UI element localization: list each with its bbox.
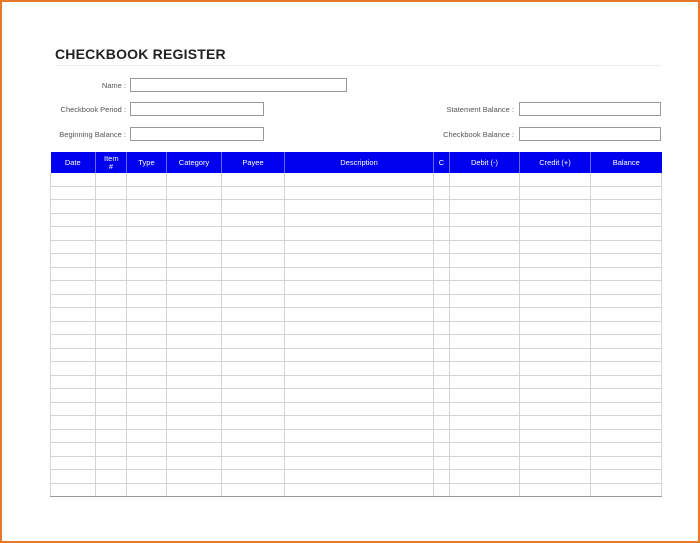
- table-cell[interactable]: [450, 186, 520, 200]
- table-cell[interactable]: [96, 200, 127, 214]
- table-cell[interactable]: [127, 402, 167, 416]
- table-cell[interactable]: [222, 267, 285, 281]
- table-cell[interactable]: [434, 429, 450, 443]
- table-cell[interactable]: [96, 429, 127, 443]
- table-cell[interactable]: [51, 362, 96, 376]
- table-cell[interactable]: [520, 483, 591, 497]
- table-row: [51, 443, 662, 457]
- beginning-balance-field[interactable]: [130, 127, 264, 141]
- table-cell[interactable]: [96, 416, 127, 430]
- table-cell[interactable]: [434, 456, 450, 470]
- table-cell[interactable]: [434, 240, 450, 254]
- table-cell[interactable]: [167, 281, 222, 295]
- table-cell[interactable]: [450, 416, 520, 430]
- table-cell[interactable]: [285, 227, 434, 241]
- table-cell[interactable]: [127, 470, 167, 484]
- table-cell[interactable]: [520, 470, 591, 484]
- table-cell[interactable]: [520, 308, 591, 322]
- table-cell[interactable]: [222, 389, 285, 403]
- table-cell[interactable]: [591, 416, 662, 430]
- column-header-description: Description: [285, 152, 434, 173]
- table-cell[interactable]: [222, 200, 285, 214]
- table-cell[interactable]: [520, 213, 591, 227]
- table-cell[interactable]: [127, 267, 167, 281]
- table-cell[interactable]: [222, 375, 285, 389]
- table-cell[interactable]: [222, 416, 285, 430]
- column-header-item-label: Item #: [104, 153, 119, 171]
- table-cell[interactable]: [167, 254, 222, 268]
- table-cell[interactable]: [591, 389, 662, 403]
- table-cell[interactable]: [167, 348, 222, 362]
- table-cell[interactable]: [127, 348, 167, 362]
- table-cell[interactable]: [51, 483, 96, 497]
- column-header-balance: Balance: [591, 152, 662, 173]
- table-cell[interactable]: [285, 348, 434, 362]
- table-cell[interactable]: [127, 281, 167, 295]
- table-cell[interactable]: [434, 362, 450, 376]
- table-cell[interactable]: [222, 281, 285, 295]
- table-cell[interactable]: [591, 173, 662, 186]
- table-cell[interactable]: [167, 186, 222, 200]
- table-cell[interactable]: [222, 483, 285, 497]
- column-header-date: Date: [51, 152, 96, 173]
- table-cell[interactable]: [167, 456, 222, 470]
- table-cell[interactable]: [285, 213, 434, 227]
- table-cell[interactable]: [96, 227, 127, 241]
- table-cell[interactable]: [222, 173, 285, 186]
- table-cell[interactable]: [127, 375, 167, 389]
- table-cell[interactable]: [434, 348, 450, 362]
- table-cell[interactable]: [127, 186, 167, 200]
- table-cell[interactable]: [127, 429, 167, 443]
- table-cell[interactable]: [591, 254, 662, 268]
- table-cell[interactable]: [96, 348, 127, 362]
- table-cell[interactable]: [96, 362, 127, 376]
- table-row: [51, 186, 662, 200]
- table-cell[interactable]: [127, 362, 167, 376]
- table-cell[interactable]: [591, 200, 662, 214]
- table-cell[interactable]: [96, 281, 127, 295]
- title-divider: [55, 65, 661, 66]
- table-cell[interactable]: [127, 483, 167, 497]
- table-cell[interactable]: [96, 389, 127, 403]
- table-cell[interactable]: [450, 321, 520, 335]
- table-row: [51, 483, 662, 497]
- register-body: [51, 173, 662, 497]
- table-cell[interactable]: [434, 402, 450, 416]
- table-cell[interactable]: [591, 443, 662, 457]
- table-cell[interactable]: [127, 173, 167, 186]
- table-cell[interactable]: [434, 254, 450, 268]
- table-cell[interactable]: [96, 186, 127, 200]
- table-cell[interactable]: [222, 308, 285, 322]
- table-cell[interactable]: [434, 294, 450, 308]
- table-cell[interactable]: [51, 348, 96, 362]
- table-cell[interactable]: [167, 416, 222, 430]
- table-cell[interactable]: [450, 240, 520, 254]
- table-row: [51, 213, 662, 227]
- table-cell[interactable]: [96, 443, 127, 457]
- table-cell[interactable]: [127, 456, 167, 470]
- table-cell[interactable]: [591, 227, 662, 241]
- table-cell[interactable]: [591, 321, 662, 335]
- table-cell[interactable]: [222, 429, 285, 443]
- table-cell[interactable]: [450, 227, 520, 241]
- table-cell[interactable]: [520, 402, 591, 416]
- table-cell[interactable]: [450, 402, 520, 416]
- table-cell[interactable]: [127, 227, 167, 241]
- table-cell[interactable]: [285, 321, 434, 335]
- table-cell[interactable]: [591, 375, 662, 389]
- checkbook-balance-label: Checkbook Balance :: [443, 130, 514, 139]
- table-cell[interactable]: [222, 470, 285, 484]
- table-cell[interactable]: [167, 483, 222, 497]
- checkbook-period-label: Checkbook Period :: [60, 105, 126, 114]
- table-cell[interactable]: [450, 348, 520, 362]
- table-cell[interactable]: [591, 429, 662, 443]
- table-cell[interactable]: [222, 402, 285, 416]
- table-cell[interactable]: [222, 321, 285, 335]
- statement-balance-field[interactable]: [519, 102, 661, 116]
- table-cell[interactable]: [285, 470, 434, 484]
- table-row: [51, 321, 662, 335]
- table-cell[interactable]: [450, 200, 520, 214]
- table-cell[interactable]: [285, 429, 434, 443]
- table-cell[interactable]: [167, 470, 222, 484]
- table-cell[interactable]: [167, 321, 222, 335]
- table-cell[interactable]: [285, 416, 434, 430]
- page-title: CHECKBOOK REGISTER: [55, 46, 226, 62]
- table-cell[interactable]: [520, 321, 591, 335]
- table-cell[interactable]: [434, 335, 450, 349]
- table-cell[interactable]: [520, 267, 591, 281]
- table-cell[interactable]: [167, 362, 222, 376]
- table-cell[interactable]: [450, 281, 520, 295]
- table-cell[interactable]: [450, 470, 520, 484]
- table-cell[interactable]: [520, 227, 591, 241]
- table-row: [51, 294, 662, 308]
- table-cell[interactable]: [96, 267, 127, 281]
- table-cell[interactable]: [520, 294, 591, 308]
- table-cell[interactable]: [285, 443, 434, 457]
- checkbook-period-field[interactable]: [130, 102, 264, 116]
- table-cell[interactable]: [520, 240, 591, 254]
- table-row: [51, 362, 662, 376]
- table-cell[interactable]: [222, 362, 285, 376]
- table-cell[interactable]: [434, 213, 450, 227]
- table-cell[interactable]: [450, 267, 520, 281]
- table-cell[interactable]: [520, 362, 591, 376]
- table-cell[interactable]: [450, 254, 520, 268]
- column-header-item: [96, 152, 127, 173]
- table-cell[interactable]: [434, 308, 450, 322]
- table-cell[interactable]: [51, 443, 96, 457]
- table-row: [51, 416, 662, 430]
- table-cell[interactable]: [450, 173, 520, 186]
- table-cell[interactable]: [285, 402, 434, 416]
- table-cell[interactable]: [450, 429, 520, 443]
- table-cell[interactable]: [591, 213, 662, 227]
- table-cell[interactable]: [591, 308, 662, 322]
- table-cell[interactable]: [51, 429, 96, 443]
- beginning-balance-label: Beginning Balance :: [59, 130, 126, 139]
- table-cell[interactable]: [450, 294, 520, 308]
- table-cell[interactable]: [167, 389, 222, 403]
- table-row: [51, 375, 662, 389]
- table-cell[interactable]: [434, 416, 450, 430]
- table-cell[interactable]: [96, 335, 127, 349]
- table-cell[interactable]: [285, 294, 434, 308]
- table-row: [51, 281, 662, 295]
- table-cell[interactable]: [285, 375, 434, 389]
- table-cell[interactable]: [167, 308, 222, 322]
- table-cell[interactable]: [520, 348, 591, 362]
- table-cell[interactable]: [434, 470, 450, 484]
- table-cell[interactable]: [434, 186, 450, 200]
- table-row: [51, 389, 662, 403]
- table-cell[interactable]: [51, 173, 96, 186]
- table-cell[interactable]: [96, 254, 127, 268]
- name-label: Name :: [101, 81, 126, 90]
- table-cell[interactable]: [591, 186, 662, 200]
- table-cell[interactable]: [591, 281, 662, 295]
- table-cell[interactable]: [520, 389, 591, 403]
- table-cell[interactable]: [222, 456, 285, 470]
- table-cell[interactable]: [51, 470, 96, 484]
- table-cell[interactable]: [285, 335, 434, 349]
- table-cell[interactable]: [434, 443, 450, 457]
- table-cell[interactable]: [51, 308, 96, 322]
- table-cell[interactable]: [285, 362, 434, 376]
- table-cell[interactable]: [450, 375, 520, 389]
- table-cell[interactable]: [591, 402, 662, 416]
- table-cell[interactable]: [285, 254, 434, 268]
- table-cell[interactable]: [127, 240, 167, 254]
- table-cell[interactable]: [285, 281, 434, 295]
- table-cell[interactable]: [51, 456, 96, 470]
- table-cell[interactable]: [591, 335, 662, 349]
- table-cell[interactable]: [591, 267, 662, 281]
- table-cell[interactable]: [51, 281, 96, 295]
- table-row: [51, 254, 662, 268]
- table-cell[interactable]: [96, 402, 127, 416]
- table-cell[interactable]: [51, 213, 96, 227]
- table-cell[interactable]: [591, 483, 662, 497]
- table-cell[interactable]: [167, 240, 222, 254]
- table-cell[interactable]: [520, 186, 591, 200]
- table-cell[interactable]: [434, 281, 450, 295]
- table-cell[interactable]: [591, 240, 662, 254]
- table-cell[interactable]: [51, 240, 96, 254]
- table-cell[interactable]: [285, 240, 434, 254]
- table-cell[interactable]: [51, 186, 96, 200]
- table-cell[interactable]: [520, 254, 591, 268]
- register-header-row: [51, 152, 662, 173]
- table-cell[interactable]: [51, 321, 96, 335]
- table-cell[interactable]: [96, 173, 127, 186]
- table-cell[interactable]: [167, 402, 222, 416]
- table-cell[interactable]: [591, 348, 662, 362]
- table-cell[interactable]: [167, 429, 222, 443]
- table-cell[interactable]: [167, 294, 222, 308]
- column-header-debit: Debit (-): [450, 152, 520, 173]
- table-cell[interactable]: [51, 335, 96, 349]
- table-cell[interactable]: [51, 389, 96, 403]
- table-cell[interactable]: [222, 335, 285, 349]
- table-cell[interactable]: [520, 416, 591, 430]
- column-header-category: Category: [167, 152, 222, 173]
- table-row: [51, 335, 662, 349]
- table-cell[interactable]: [167, 227, 222, 241]
- table-cell[interactable]: [434, 200, 450, 214]
- table-cell[interactable]: [51, 375, 96, 389]
- table-cell[interactable]: [450, 443, 520, 457]
- table-cell[interactable]: [96, 456, 127, 470]
- table-cell[interactable]: [167, 335, 222, 349]
- table-cell[interactable]: [167, 375, 222, 389]
- table-row: [51, 227, 662, 241]
- table-row: [51, 308, 662, 322]
- table-cell[interactable]: [434, 173, 450, 186]
- table-cell[interactable]: [434, 227, 450, 241]
- table-cell[interactable]: [285, 186, 434, 200]
- table-cell[interactable]: [96, 470, 127, 484]
- table-cell[interactable]: [450, 335, 520, 349]
- table-cell[interactable]: [96, 308, 127, 322]
- column-header-type: Type: [127, 152, 167, 173]
- table-cell[interactable]: [285, 308, 434, 322]
- table-row: [51, 402, 662, 416]
- table-cell[interactable]: [127, 443, 167, 457]
- table-cell[interactable]: [450, 483, 520, 497]
- table-cell[interactable]: [434, 267, 450, 281]
- table-cell[interactable]: [222, 443, 285, 457]
- table-cell[interactable]: [520, 173, 591, 186]
- table-cell[interactable]: [96, 321, 127, 335]
- table-cell[interactable]: [450, 362, 520, 376]
- table-cell[interactable]: [450, 213, 520, 227]
- table-cell[interactable]: [285, 173, 434, 186]
- table-cell[interactable]: [127, 321, 167, 335]
- table-cell[interactable]: [222, 227, 285, 241]
- name-field[interactable]: [130, 78, 347, 92]
- checkbook-balance-field[interactable]: [519, 127, 661, 141]
- table-cell[interactable]: [96, 483, 127, 497]
- table-row: [51, 240, 662, 254]
- table-cell[interactable]: [591, 456, 662, 470]
- table-row: [51, 200, 662, 214]
- table-cell[interactable]: [520, 335, 591, 349]
- table-cell[interactable]: [127, 254, 167, 268]
- table-cell[interactable]: [434, 321, 450, 335]
- table-cell[interactable]: [285, 389, 434, 403]
- column-header-cleared: C: [434, 152, 450, 173]
- table-cell[interactable]: [51, 254, 96, 268]
- table-cell[interactable]: [127, 389, 167, 403]
- table-row: [51, 173, 662, 186]
- table-cell[interactable]: [450, 389, 520, 403]
- table-cell[interactable]: [520, 200, 591, 214]
- table-cell[interactable]: [127, 416, 167, 430]
- table-cell[interactable]: [96, 240, 127, 254]
- table-cell[interactable]: [434, 483, 450, 497]
- table-cell[interactable]: [591, 294, 662, 308]
- table-cell[interactable]: [51, 200, 96, 214]
- table-cell[interactable]: [96, 213, 127, 227]
- table-cell[interactable]: [51, 267, 96, 281]
- table-cell[interactable]: [96, 375, 127, 389]
- column-header-payee: Payee: [222, 152, 285, 173]
- table-cell[interactable]: [222, 213, 285, 227]
- table-cell[interactable]: [520, 375, 591, 389]
- table-cell[interactable]: [285, 483, 434, 497]
- register-table: [50, 152, 662, 497]
- table-cell[interactable]: [167, 443, 222, 457]
- table-cell[interactable]: [167, 200, 222, 214]
- table-row: [51, 267, 662, 281]
- table-cell[interactable]: [450, 456, 520, 470]
- table-cell[interactable]: [285, 267, 434, 281]
- table-cell[interactable]: [51, 294, 96, 308]
- table-cell[interactable]: [434, 375, 450, 389]
- table-cell[interactable]: [434, 389, 450, 403]
- table-cell[interactable]: [591, 362, 662, 376]
- table-cell[interactable]: [51, 227, 96, 241]
- table-row: [51, 429, 662, 443]
- column-header-credit: Credit (+): [520, 152, 591, 173]
- table-cell[interactable]: [450, 308, 520, 322]
- table-cell[interactable]: [222, 348, 285, 362]
- table-cell[interactable]: [127, 200, 167, 214]
- table-cell[interactable]: [222, 186, 285, 200]
- table-cell[interactable]: [285, 200, 434, 214]
- table-cell[interactable]: [51, 402, 96, 416]
- table-row: [51, 456, 662, 470]
- table-cell[interactable]: [222, 294, 285, 308]
- table-row: [51, 470, 662, 484]
- table-cell[interactable]: [127, 294, 167, 308]
- table-cell[interactable]: [520, 456, 591, 470]
- table-cell[interactable]: [96, 294, 127, 308]
- table-cell[interactable]: [520, 429, 591, 443]
- table-cell[interactable]: [222, 254, 285, 268]
- table-cell[interactable]: [520, 281, 591, 295]
- table-cell[interactable]: [167, 267, 222, 281]
- table-cell[interactable]: [127, 308, 167, 322]
- table-row: [51, 348, 662, 362]
- table-cell[interactable]: [127, 213, 167, 227]
- table-cell[interactable]: [51, 416, 96, 430]
- table-cell[interactable]: [591, 470, 662, 484]
- table-cell[interactable]: [167, 173, 222, 186]
- table-cell[interactable]: [520, 443, 591, 457]
- table-cell[interactable]: [127, 335, 167, 349]
- table-cell[interactable]: [285, 456, 434, 470]
- table-cell[interactable]: [222, 240, 285, 254]
- table-cell[interactable]: [167, 213, 222, 227]
- statement-balance-label: Statement Balance :: [446, 105, 514, 114]
